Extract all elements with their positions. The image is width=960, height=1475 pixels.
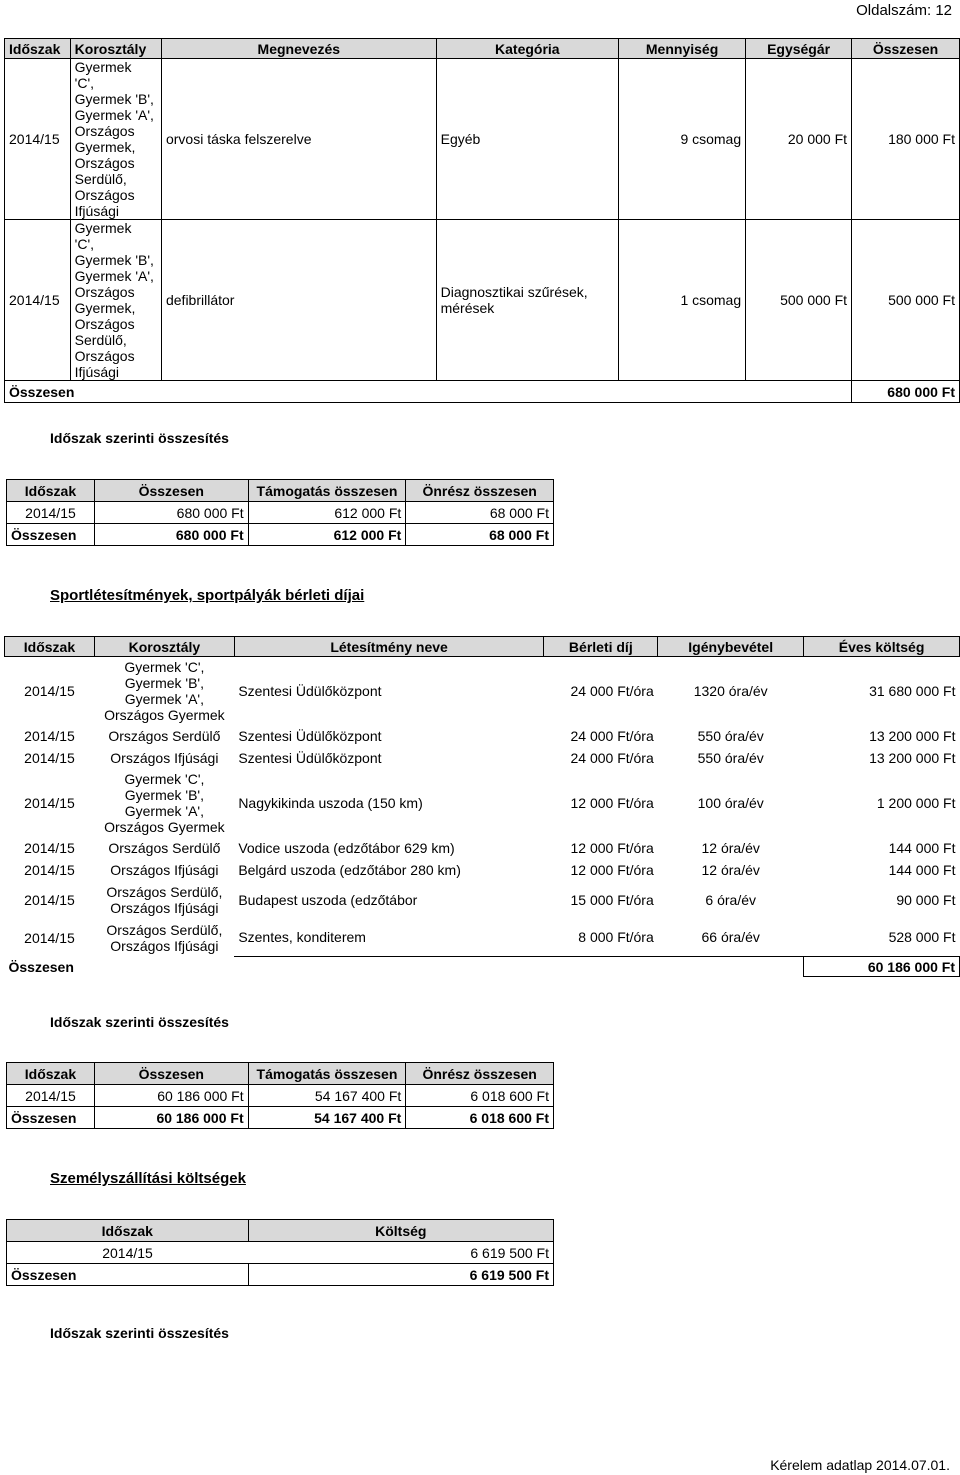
cost-cell: 144 000 Ft — [888, 839, 956, 856]
usage-cell: 12 óra/év — [701, 839, 760, 856]
table-row — [5, 657, 960, 725]
table-row — [5, 837, 960, 859]
col-header: Időszak — [5, 637, 95, 657]
age-line: 'C', — [74, 75, 95, 91]
age-group-cell — [70, 220, 161, 381]
col-header: Igénybevétel — [658, 637, 804, 657]
age-line: Gyermek 'A', — [74, 268, 154, 284]
usage-cell: 550 óra/év — [697, 727, 764, 744]
age-line: Országos — [74, 187, 135, 203]
usage-cell: 100 óra/év — [697, 794, 764, 811]
sum-total: 60 186 000 Ft — [804, 957, 960, 977]
category-line: mérések — [440, 300, 495, 316]
usage-cell: 550 óra/év — [697, 749, 764, 766]
col-header: Korosztály — [70, 39, 161, 59]
sum-support: 612 000 Ft — [248, 524, 406, 546]
sum-support: 54 167 400 Ft — [248, 1107, 406, 1129]
age-line: Országos Gyermek — [104, 818, 225, 835]
period-cell: 2014/15 — [5, 59, 71, 220]
age-group-cell: Országos Serdülő — [108, 839, 221, 856]
age-line: Országos Serdülő, — [106, 921, 223, 938]
summary-title: Időszak szerinti összesítés — [50, 430, 229, 446]
section-title: Sportlétesítmények, sportpályák bérleti díjai — [50, 587, 365, 604]
col-header: Mennyiség — [619, 39, 746, 59]
col-header: Megnevezés — [161, 39, 436, 59]
age-line: Gyermek, — [74, 139, 136, 155]
facility-name-cell: Szentesi Üdülőközpont — [238, 749, 382, 766]
age-group-cell — [70, 59, 161, 220]
equipment-header-row — [5, 39, 960, 59]
facility-name-cell: Budapest uszoda (edzőtábor — [238, 891, 418, 908]
category-cell — [436, 220, 618, 381]
col-header: Összesen — [852, 39, 960, 59]
facility-name-cell: Szentesi Üdülőközpont — [238, 682, 382, 699]
col-header: Önrész összesen — [406, 480, 554, 502]
col-header: Egységár — [746, 39, 852, 59]
quantity-cell: 9 csomag — [619, 59, 746, 220]
period-cell: 2014/15 — [5, 220, 71, 381]
period-cell: 2014/15 — [24, 749, 75, 766]
category-line: Diagnosztikai szűrések, — [440, 284, 588, 300]
period-cell: 2014/15 — [7, 1085, 95, 1107]
age-group-cell — [94, 769, 234, 837]
age-line: Országos Ifjúsági — [110, 899, 219, 916]
cost-cell: 1 200 000 Ft — [876, 794, 956, 811]
age-line: Gyermek 'A', — [74, 107, 154, 123]
usage-cell: 12 óra/év — [701, 861, 760, 878]
age-group-cell: Országos Serdülő — [108, 727, 221, 744]
section-title: Személyszállítási költségek — [50, 1170, 246, 1187]
fee-cell: 24 000 Ft/óra — [570, 682, 654, 699]
facility-name-cell: Vodice uszoda (edzőtábor 629 km) — [238, 839, 455, 856]
total-cell: 680 000 Ft — [94, 502, 248, 524]
age-line: Országos — [74, 123, 135, 139]
table-row — [7, 502, 554, 524]
table-row — [5, 881, 960, 919]
age-group-cell: Országos Ifjúsági — [110, 861, 219, 878]
sum-row — [7, 524, 554, 546]
item-name-cell: orvosi táska felszerelve — [161, 59, 436, 220]
col-header: Összesen — [94, 1063, 248, 1085]
facility-name-cell: Szentes, konditerem — [234, 919, 544, 957]
col-header: Időszak — [7, 1220, 249, 1242]
sum-label: Összesen — [8, 958, 74, 975]
age-line: Gyermek, — [74, 300, 136, 316]
own-share-cell: 68 000 Ft — [406, 502, 554, 524]
footer: Kérelem adatlap 2014.07.01. — [770, 1457, 950, 1473]
usage-cell: 1320 óra/év — [693, 682, 768, 699]
col-header: Korosztály — [94, 637, 234, 657]
table-row — [5, 747, 960, 769]
period-cell: 2014/15 — [24, 891, 75, 908]
facility-name-cell: Belgárd uszoda (edzőtábor 280 km) — [238, 861, 461, 878]
sum-label: Összesen — [7, 524, 95, 546]
age-group-cell: Országos Ifjúsági — [110, 749, 219, 766]
age-line: Gyermek — [74, 59, 132, 75]
fee-cell: 12 000 Ft/óra — [570, 839, 654, 856]
equipment-table — [4, 38, 960, 403]
period-cell: 2014/15 — [24, 794, 75, 811]
summary-title: Időszak szerinti összesítés — [50, 1325, 229, 1341]
cost-cell: 13 200 000 Ft — [869, 749, 956, 766]
table-row — [5, 725, 960, 747]
sum-total: 60 186 000 Ft — [94, 1107, 248, 1129]
age-line: Serdülő, — [74, 171, 127, 187]
fee-cell: 8 000 Ft/óra — [544, 919, 658, 957]
own-share-cell: 6 018 600 Ft — [406, 1085, 554, 1107]
sum-row — [5, 381, 960, 403]
category-cell: Egyéb — [436, 59, 618, 220]
summary-table — [6, 1062, 554, 1129]
sum-row — [7, 1107, 554, 1129]
age-line: Gyermek 'B', — [74, 252, 154, 268]
age-line: Országos Serdülő, — [106, 883, 223, 900]
total-cell: 60 186 000 Ft — [94, 1085, 248, 1107]
age-line: Ifjúsági — [74, 364, 120, 380]
age-group-cell — [94, 919, 234, 957]
age-line: Gyermek — [74, 220, 132, 236]
table-row — [5, 220, 960, 381]
period-cell: 2014/15 — [7, 1242, 249, 1264]
sum-total: 680 000 Ft — [94, 524, 248, 546]
sum-own-share: 68 000 Ft — [406, 524, 554, 546]
sum-total: 680 000 Ft — [852, 381, 960, 403]
cost-cell: 31 680 000 Ft — [869, 682, 956, 699]
table-row — [5, 769, 960, 837]
age-line: Országos — [74, 155, 135, 171]
fee-cell: 12 000 Ft/óra — [570, 794, 654, 811]
age-group-cell — [94, 881, 234, 919]
fee-cell: 12 000 Ft/óra — [570, 861, 654, 878]
fee-cell: 24 000 Ft/óra — [570, 727, 654, 744]
sum-own-share: 6 018 600 Ft — [406, 1107, 554, 1129]
table-row — [7, 1085, 554, 1107]
cost-cell: 6 619 500 Ft — [248, 1242, 553, 1264]
age-line: Országos — [74, 348, 135, 364]
period-cell: 2014/15 — [24, 861, 75, 878]
col-header: Időszak — [7, 1063, 95, 1085]
facility-name-cell: Nagykikinda uszoda (150 km) — [238, 794, 423, 811]
col-header: Kategória — [436, 39, 618, 59]
cost-cell: 90 000 Ft — [896, 891, 956, 908]
sum-row — [5, 957, 960, 977]
table-row — [5, 919, 960, 957]
table-row — [7, 1242, 554, 1264]
age-line: Gyermek 'B', — [74, 91, 154, 107]
col-header: Összesen — [94, 480, 248, 502]
period-cell: 2014/15 — [24, 839, 75, 856]
sum-label: Összesen — [5, 381, 852, 403]
facilities-table — [4, 636, 960, 977]
age-line: Gyermek 'A', — [124, 690, 204, 707]
support-cell: 54 167 400 Ft — [248, 1085, 406, 1107]
age-line: Országos — [74, 316, 135, 332]
age-line: Országos Gyermek — [104, 706, 225, 723]
age-line: Országos — [74, 284, 135, 300]
table-row — [5, 859, 960, 881]
age-line: Gyermek 'B', — [124, 674, 204, 691]
quantity-cell: 1 csomag — [619, 220, 746, 381]
age-line: Gyermek 'A', — [124, 802, 204, 819]
col-header: Költség — [248, 1220, 553, 1242]
age-line: Országos Ifjúsági — [110, 937, 219, 954]
age-line: Serdülő, — [74, 332, 127, 348]
col-header: Támogatás összesen — [248, 1063, 406, 1085]
period-cell: 2014/15 — [24, 727, 75, 744]
col-header: Időszak — [5, 39, 71, 59]
page-number: Oldalszám: 12 — [856, 2, 952, 19]
col-header: Időszak — [7, 480, 95, 502]
age-line: 'C', — [74, 236, 95, 252]
table-row — [5, 59, 960, 220]
age-line: Gyermek 'C', — [124, 770, 205, 787]
fee-cell: 24 000 Ft/óra — [570, 749, 654, 766]
period-cell: 2014/15 — [24, 682, 75, 699]
age-line: Ifjúsági — [74, 203, 120, 219]
total-cell: 180 000 Ft — [852, 59, 960, 220]
summary-title: Időszak szerinti összesítés — [50, 1014, 229, 1030]
sum-row — [7, 1264, 554, 1286]
cost-cell: 13 200 000 Ft — [869, 727, 956, 744]
unit-price-cell: 500 000 Ft — [746, 220, 852, 381]
period-cell: 2014/15 — [24, 929, 75, 946]
cost-cell: 528 000 Ft — [804, 919, 960, 957]
fee-cell: 15 000 Ft/óra — [570, 891, 654, 908]
usage-cell: 66 óra/év — [658, 919, 804, 957]
col-header: Bérleti díj — [544, 637, 658, 657]
facility-name-cell: Szentesi Üdülőközpont — [238, 727, 382, 744]
sum-label: Összesen — [7, 1107, 95, 1129]
col-header: Létesítmény neve — [234, 637, 544, 657]
col-header: Önrész összesen — [406, 1063, 554, 1085]
sum-label: Összesen — [7, 1264, 249, 1286]
support-cell: 612 000 Ft — [248, 502, 406, 524]
cost-cell: 144 000 Ft — [888, 861, 956, 878]
sum-total: 6 619 500 Ft — [248, 1264, 553, 1286]
col-header: Támogatás összesen — [248, 480, 406, 502]
age-line: Gyermek 'B', — [124, 786, 204, 803]
item-name-cell: defibrillátor — [161, 220, 436, 381]
age-line: Gyermek 'C', — [124, 658, 205, 675]
age-group-cell — [94, 657, 234, 725]
summary-table — [6, 479, 554, 546]
usage-cell: 6 óra/év — [705, 891, 756, 908]
period-cell: 2014/15 — [7, 502, 95, 524]
unit-price-cell: 20 000 Ft — [746, 59, 852, 220]
col-header: Éves költség — [804, 637, 960, 657]
transport-table — [6, 1219, 554, 1286]
total-cell: 500 000 Ft — [852, 220, 960, 381]
